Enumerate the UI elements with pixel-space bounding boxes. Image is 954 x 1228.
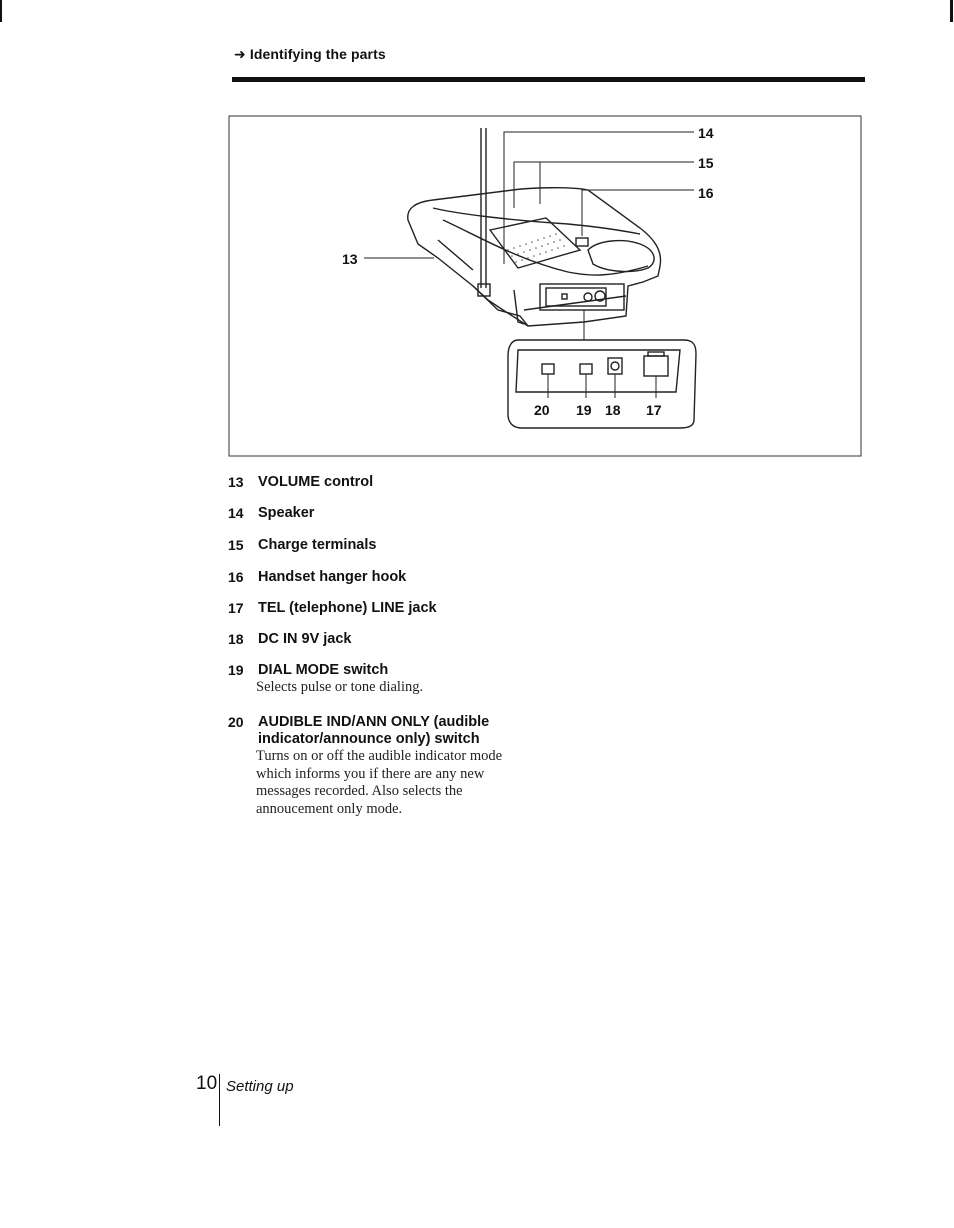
part-number: 20: [228, 714, 244, 730]
list-item-16: [228, 569, 406, 586]
list-item-14: [228, 505, 314, 522]
jack-label-20: 20: [534, 402, 550, 418]
part-label: Handset hanger hook: [258, 569, 407, 585]
list-item-20: [228, 714, 528, 818]
part-number: 17: [228, 600, 244, 616]
part-description: Selects pulse or tone dialing.: [256, 679, 424, 695]
part-number: 15: [228, 537, 244, 553]
arrow-icon: ➜: [234, 46, 246, 62]
callout-16: 16: [698, 185, 714, 201]
jack-label-17: 17: [646, 402, 662, 418]
part-number: 18: [228, 631, 244, 647]
part-label: Speaker: [258, 505, 315, 521]
page-number: 10: [196, 1073, 218, 1094]
list-item-15: [228, 537, 376, 554]
header-rule: [232, 77, 865, 82]
footer-section: Setting up: [226, 1078, 294, 1095]
part-label: DIAL MODE switch: [258, 662, 389, 678]
part-number: 14: [228, 505, 244, 521]
part-number: 16: [228, 569, 244, 585]
part-label: AUDIBLE IND/ANN ONLY (audible indicator/announce only) switch: [258, 714, 490, 747]
callout-14: 14: [698, 125, 714, 141]
part-number: 19: [228, 662, 244, 678]
list-item-13: [228, 474, 373, 491]
part-label: TEL (telephone) LINE jack: [258, 600, 437, 616]
list-item-19: [228, 662, 528, 697]
part-label: VOLUME control: [258, 474, 374, 490]
base-unit-figure: [228, 110, 862, 460]
right-edge-mark: [950, 0, 953, 22]
base-unit-illustration: [228, 110, 862, 460]
part-number: 13: [228, 474, 244, 490]
list-item-17: [228, 600, 437, 617]
part-label: Charge terminals: [258, 537, 377, 553]
footer-divider: [219, 1074, 220, 1126]
jack-label-18: 18: [605, 402, 621, 418]
section-header: [234, 46, 386, 63]
left-edge-mark: [0, 0, 2, 22]
callout-13: 13: [342, 251, 358, 267]
section-title: Identifying the parts: [249, 46, 386, 62]
part-description: Turns on or off the audible indicator mode which informs you if there are any new messages recorded. Also selects the annoucement only mode.: [256, 748, 503, 817]
list-item-18: [228, 631, 352, 648]
jack-label-19: 19: [576, 402, 592, 418]
part-label: DC IN 9V jack: [258, 631, 352, 647]
callout-15: 15: [698, 155, 714, 171]
